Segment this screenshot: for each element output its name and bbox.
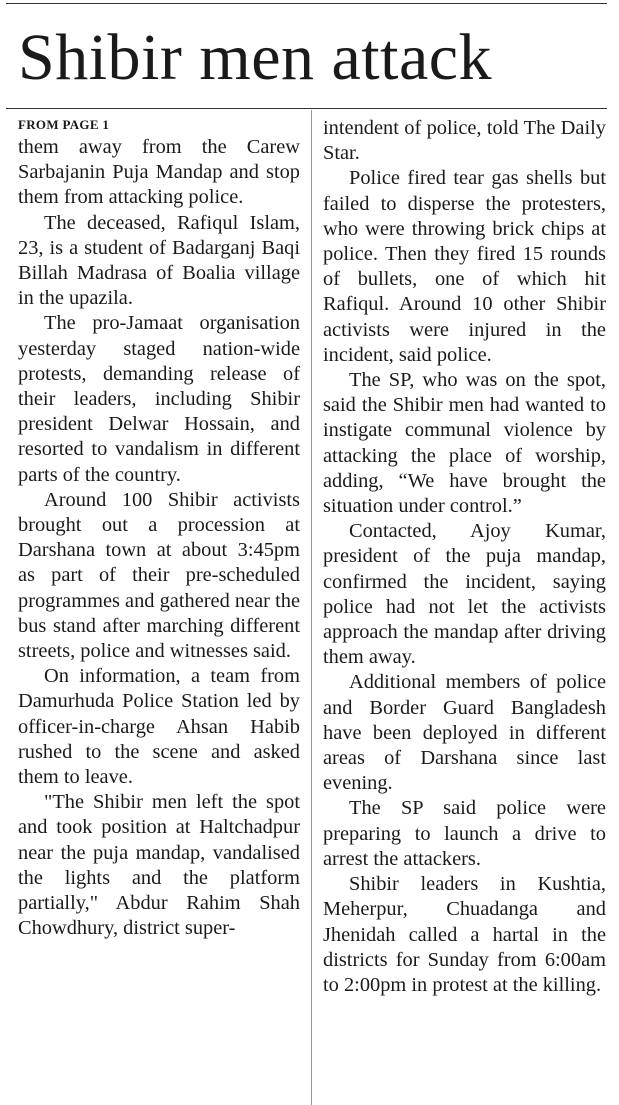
top-rule: [6, 3, 607, 4]
paragraph: The pro-Jamaat organisation yesterday staged nation-wide protests, demanding release of their leaders, including Shibir president Delwar Hossain, and resorted to vandalism in different parts of the country.: [18, 312, 300, 486]
paragraph: them away from the Carew Sarbajanin Puja Mandap and stop them from attacking police.: [18, 136, 300, 209]
headline-rule: [6, 108, 607, 109]
paragraph: On information, a team from Damurhuda Police Station led by officer-in-charge Ahsan Habib rushed to the scene and asked them to leave.: [18, 665, 300, 789]
paragraph: Around 100 Shibir activists brought out a procession at Darshana town at about 3:45pm as part of their pre-scheduled programmes and gathered near the bus stand after marching different streets, police and witnesses said.: [18, 488, 300, 663]
paragraph: "The Shibir men left the spot and took position at Haltchadpur near the puja mandap, vandalised the lights and the platform partially," Abdur Rahim Shah Chowdhury, district super-: [18, 791, 300, 940]
article-column-left: [18, 116, 300, 942]
headline: Shibir men attack: [18, 21, 493, 94]
article-column-right: [323, 116, 606, 998]
dateline: FROM PAGE 1: [18, 117, 110, 132]
column-divider: [311, 110, 312, 1105]
paragraph: Police fired tear gas shells but failed to disperse the protesters, who were throwing brick chips at police. Then they fired 15 rounds of bullets, one of which hit Rafiqul. Around 10 other Shibir activists were injured in the incident, said police.: [323, 167, 606, 366]
paragraph: The SP said police were preparing to launch a drive to arrest the attackers.: [323, 797, 606, 870]
paragraph: The deceased, Rafiqul Islam, 23, is a student of Badarganj Baqi Billah Madrasa of Boalia village in the upazila.: [18, 211, 300, 310]
paragraph: intendent of police, told The Daily Star.: [323, 117, 606, 165]
paragraph: Contacted, Ajoy Kumar, president of the puja mandap, confirmed the incident, saying police had not let the activists approach the mandap after driving them away.: [323, 520, 606, 669]
paragraph: Additional members of police and Border Guard Bangladesh have been deployed in different areas of Darshana since last evening.: [323, 671, 606, 795]
paragraph: The SP, who was on the spot, said the Shibir men had wanted to instigate communal violence by attacking the place of worship, adding, “We have brought the situation under control.”: [323, 369, 606, 518]
paragraph: Shibir leaders in Kushtia, Meherpur, Chuadanga and Jhenidah called a hartal in the districts for Sunday from 6:00am to 2:00pm in protest at the killing.: [323, 873, 606, 996]
